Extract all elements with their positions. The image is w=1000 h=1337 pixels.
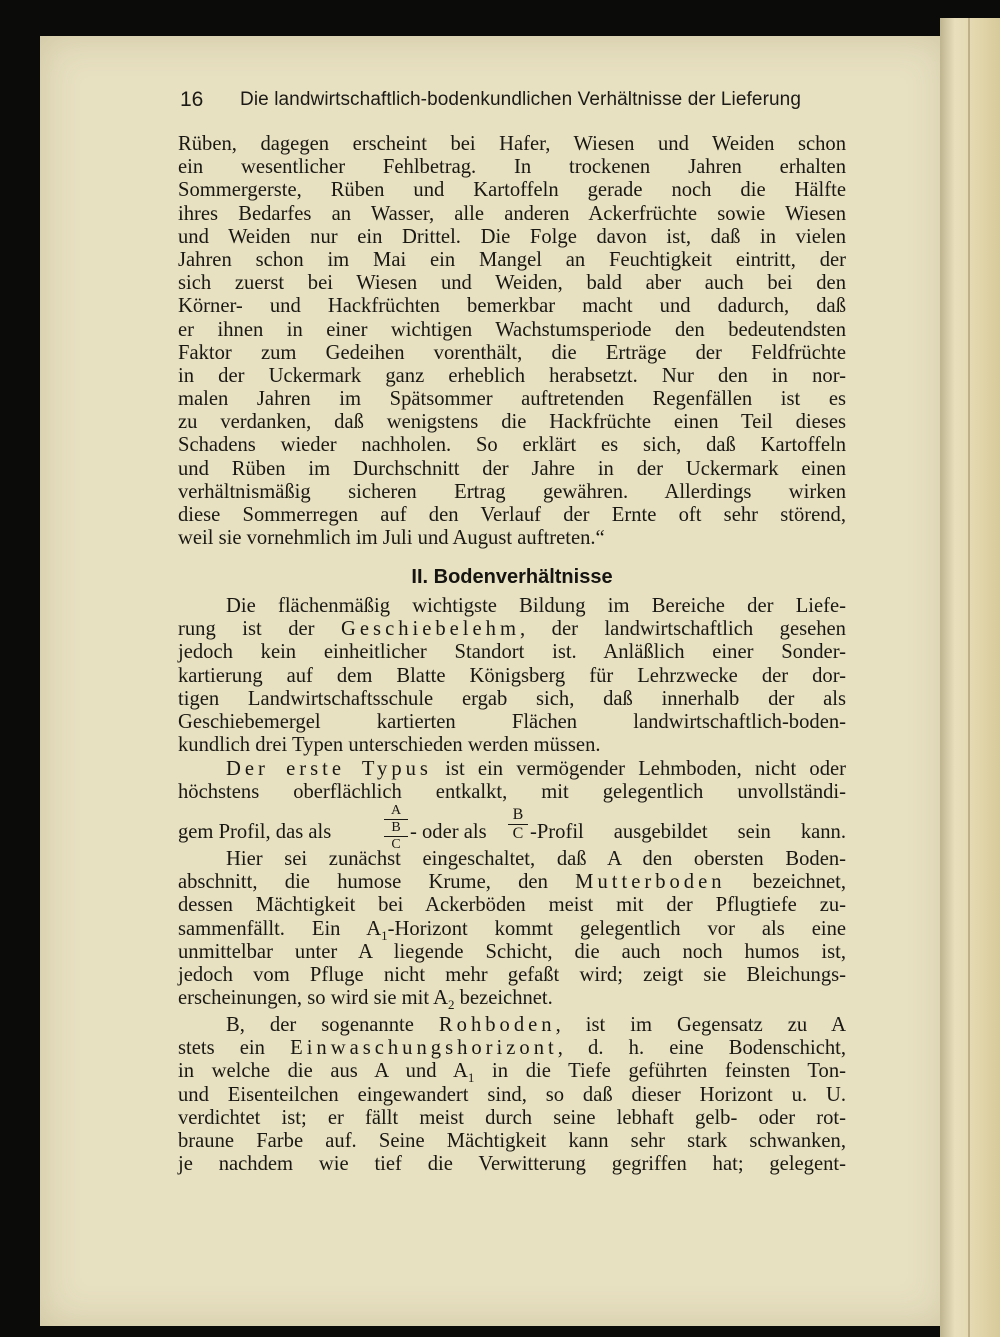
text-run: , d. h. eine Bodenschicht, <box>557 1037 846 1060</box>
text-run: , ist im Gegensatz zu A <box>555 1014 846 1036</box>
text-line <box>178 871 846 894</box>
paragraph-2 <box>178 595 846 757</box>
bc-profile-fraction <box>508 807 528 842</box>
fraction-term: B <box>391 820 401 835</box>
text-line: jedoch kein einheitlicher Standort ist. Anläßlich einer Sonder- <box>178 641 846 664</box>
text-line: ihres Bedarfes an Wasser, alle anderen Ackerfrüchte sowie Wiesen <box>178 202 846 225</box>
text-line: kundlich drei Typen unterschieden werden müssen. <box>178 734 601 757</box>
text-run: abschnitt, die humose Krume, den <box>178 871 548 894</box>
text-run: B, der sogenannte <box>226 1014 414 1036</box>
text-line: Rüben, dagegen erscheint bei Hafer, Wiesen und Weiden schon <box>178 133 846 155</box>
text-run: erscheinungen, so wird sie mit A <box>178 987 448 1010</box>
text-line <box>178 758 846 781</box>
text-line: tigen Landwirtschaftsschule ergab sich, daß innerhalb der als <box>178 687 846 710</box>
text-line: Faktor zum Gedeihen vorenthält, die Erträge der Feldfrüchte <box>178 341 846 364</box>
text-run: in die Tiefe geführten feinsten Ton- <box>474 1060 847 1083</box>
text-line: Sommergerste, Rüben und Kartoffeln gerade noch die Hälfte <box>178 179 846 202</box>
paragraph-5 <box>178 1014 846 1176</box>
text-line: ein wesentlicher Fehlbetrag. In trockenen Jahren erhalten <box>178 156 846 179</box>
section-heading: II. Bodenverhältnisse <box>411 566 613 588</box>
text-line <box>178 918 846 941</box>
text-run: ist ein vermögender Lehmboden, nicht oder <box>445 758 847 780</box>
text-line: malen Jahren im Spätsommer auftretenden Regenfällen ist es <box>178 388 846 411</box>
fraction-term: A <box>390 803 402 818</box>
text-run: , der landwirtschaftlich gesehen <box>520 618 846 641</box>
text-run: bezeichnet. <box>454 987 553 1010</box>
fraction-term: B <box>512 806 524 823</box>
text-line: er ihnen in einer wichtigen Wachstumsperiode den bedeutendsten <box>178 318 846 341</box>
subscript: 1 <box>467 1070 475 1086</box>
text-run: sammenfällt. Ein A <box>178 917 382 940</box>
text-line: Geschiebemergel kartierten Flächen landwirtschaftlich-boden- <box>178 710 846 733</box>
page-header <box>180 88 840 114</box>
paragraph-4 <box>178 848 847 1013</box>
text-run: rung ist der <box>178 618 315 641</box>
text-line: in der Uckermark ganz erheblich herabsetzt. Nur den in nor- <box>178 364 846 387</box>
text-line <box>178 1060 847 1086</box>
text-line: Hier sei zunächst eingeschaltet, daß A den obersten Boden- <box>226 848 846 870</box>
text-run: bezeichnet, <box>752 871 847 894</box>
page-number: 16 <box>180 88 204 111</box>
paragraph-3 <box>178 758 846 804</box>
spaced-term: Einwaschungshorizont <box>290 1037 558 1060</box>
text-line: zu verdanken, daß wenigstens die Hackfrüchte einen Teil dieses <box>178 411 846 434</box>
text-line: Jahren schon im Mai ein Mangel an Feuchtigkeit eintritt, der <box>178 248 846 271</box>
text-run: gem Profil, das als <box>178 821 332 843</box>
fraction-term: C <box>512 825 524 842</box>
spaced-term: Mutterboden <box>575 871 726 894</box>
text-line: verdichtet ist; er fällt meist durch seine lebhaft gelb- oder rot- <box>178 1106 846 1129</box>
paragraph-1 <box>178 133 846 550</box>
text-line: verhältnismäßig sicheren Ertrag gewähren. Allerdings wirken <box>178 480 846 503</box>
subscript: 1 <box>381 927 388 943</box>
text-run: - oder als <box>410 821 487 843</box>
text-run: -Horizont kommt gelegentlich vor als eine <box>387 917 847 940</box>
text-line: und Weiden nur ein Drittel. Die Folge davon ist, daß in vielen <box>178 225 846 248</box>
text-line <box>178 1037 846 1060</box>
text-line: braune Farbe auf. Seine Mächtigkeit kann sehr stark schwanken, <box>178 1129 846 1152</box>
subscript: 2 <box>447 997 455 1013</box>
text-run: stets ein <box>178 1037 265 1060</box>
text-line: dessen Mächtigkeit bei Ackerböden meist mit der Pflugtiefe zu- <box>178 894 846 917</box>
text-line: sich zuerst bei Wiesen und Weiden, bald aber auch bei den <box>178 272 846 295</box>
text-line: je nachdem wie tief die Verwitterung gegriffen hat; gelegent- <box>178 1153 846 1176</box>
spaced-term: Rohboden <box>438 1014 556 1036</box>
text-line: weil sie vornehmlich im Juli und August auftreten.“ <box>178 527 605 550</box>
text-line <box>178 1014 846 1037</box>
running-title: Die landwirtschaftlich-bodenkundlichen Verhältnisse der Lieferung <box>240 89 801 110</box>
text-run: in welche die aus A und A <box>178 1060 468 1083</box>
spaced-term: Geschiebelehm <box>341 618 520 641</box>
book-edge-line <box>968 18 970 1337</box>
book-edge <box>940 18 1000 1337</box>
spaced-term: Der erste Typus <box>226 758 432 780</box>
text-run: -Profil ausgebildet sein kann. <box>530 821 846 843</box>
text-line: höchstens oberflächlich entkalkt, mit gelegentlich unvollständi- <box>178 781 846 804</box>
text-line <box>178 987 846 1013</box>
text-line: unmittelbar unter A liegende Schicht, die auch noch humos ist, <box>178 940 846 963</box>
text-line: und Rüben im Durchschnitt der Jahre in der Uckermark einen <box>178 457 846 480</box>
text-line: diese Sommerregen auf den Verlauf der Ernte oft sehr störend, <box>178 504 846 526</box>
fraction-term: C <box>391 837 401 852</box>
text-line: jedoch vom Pfluge nicht mehr gefaßt wird; zeigt sie Bleichungs- <box>178 963 846 986</box>
text-line <box>178 618 846 641</box>
abc-profile-fraction <box>384 804 408 852</box>
text-line: und Eisenteilchen eingewandert sind, so daß dieser Horizont u. U. <box>178 1083 846 1106</box>
text-line: Schadens wieder nachholen. So erklärt es sich, daß Kartoffeln <box>178 434 846 457</box>
text-line: kartierung auf dem Blatte Königsberg für Lehrzwecke der dor- <box>178 664 846 687</box>
text-line: Körner- und Hackfrüchten bemerkbar macht und dadurch, daß <box>178 295 846 318</box>
text-line: Die flächenmäßig wichtigste Bildung im Bereiche der Liefe- <box>226 595 846 617</box>
